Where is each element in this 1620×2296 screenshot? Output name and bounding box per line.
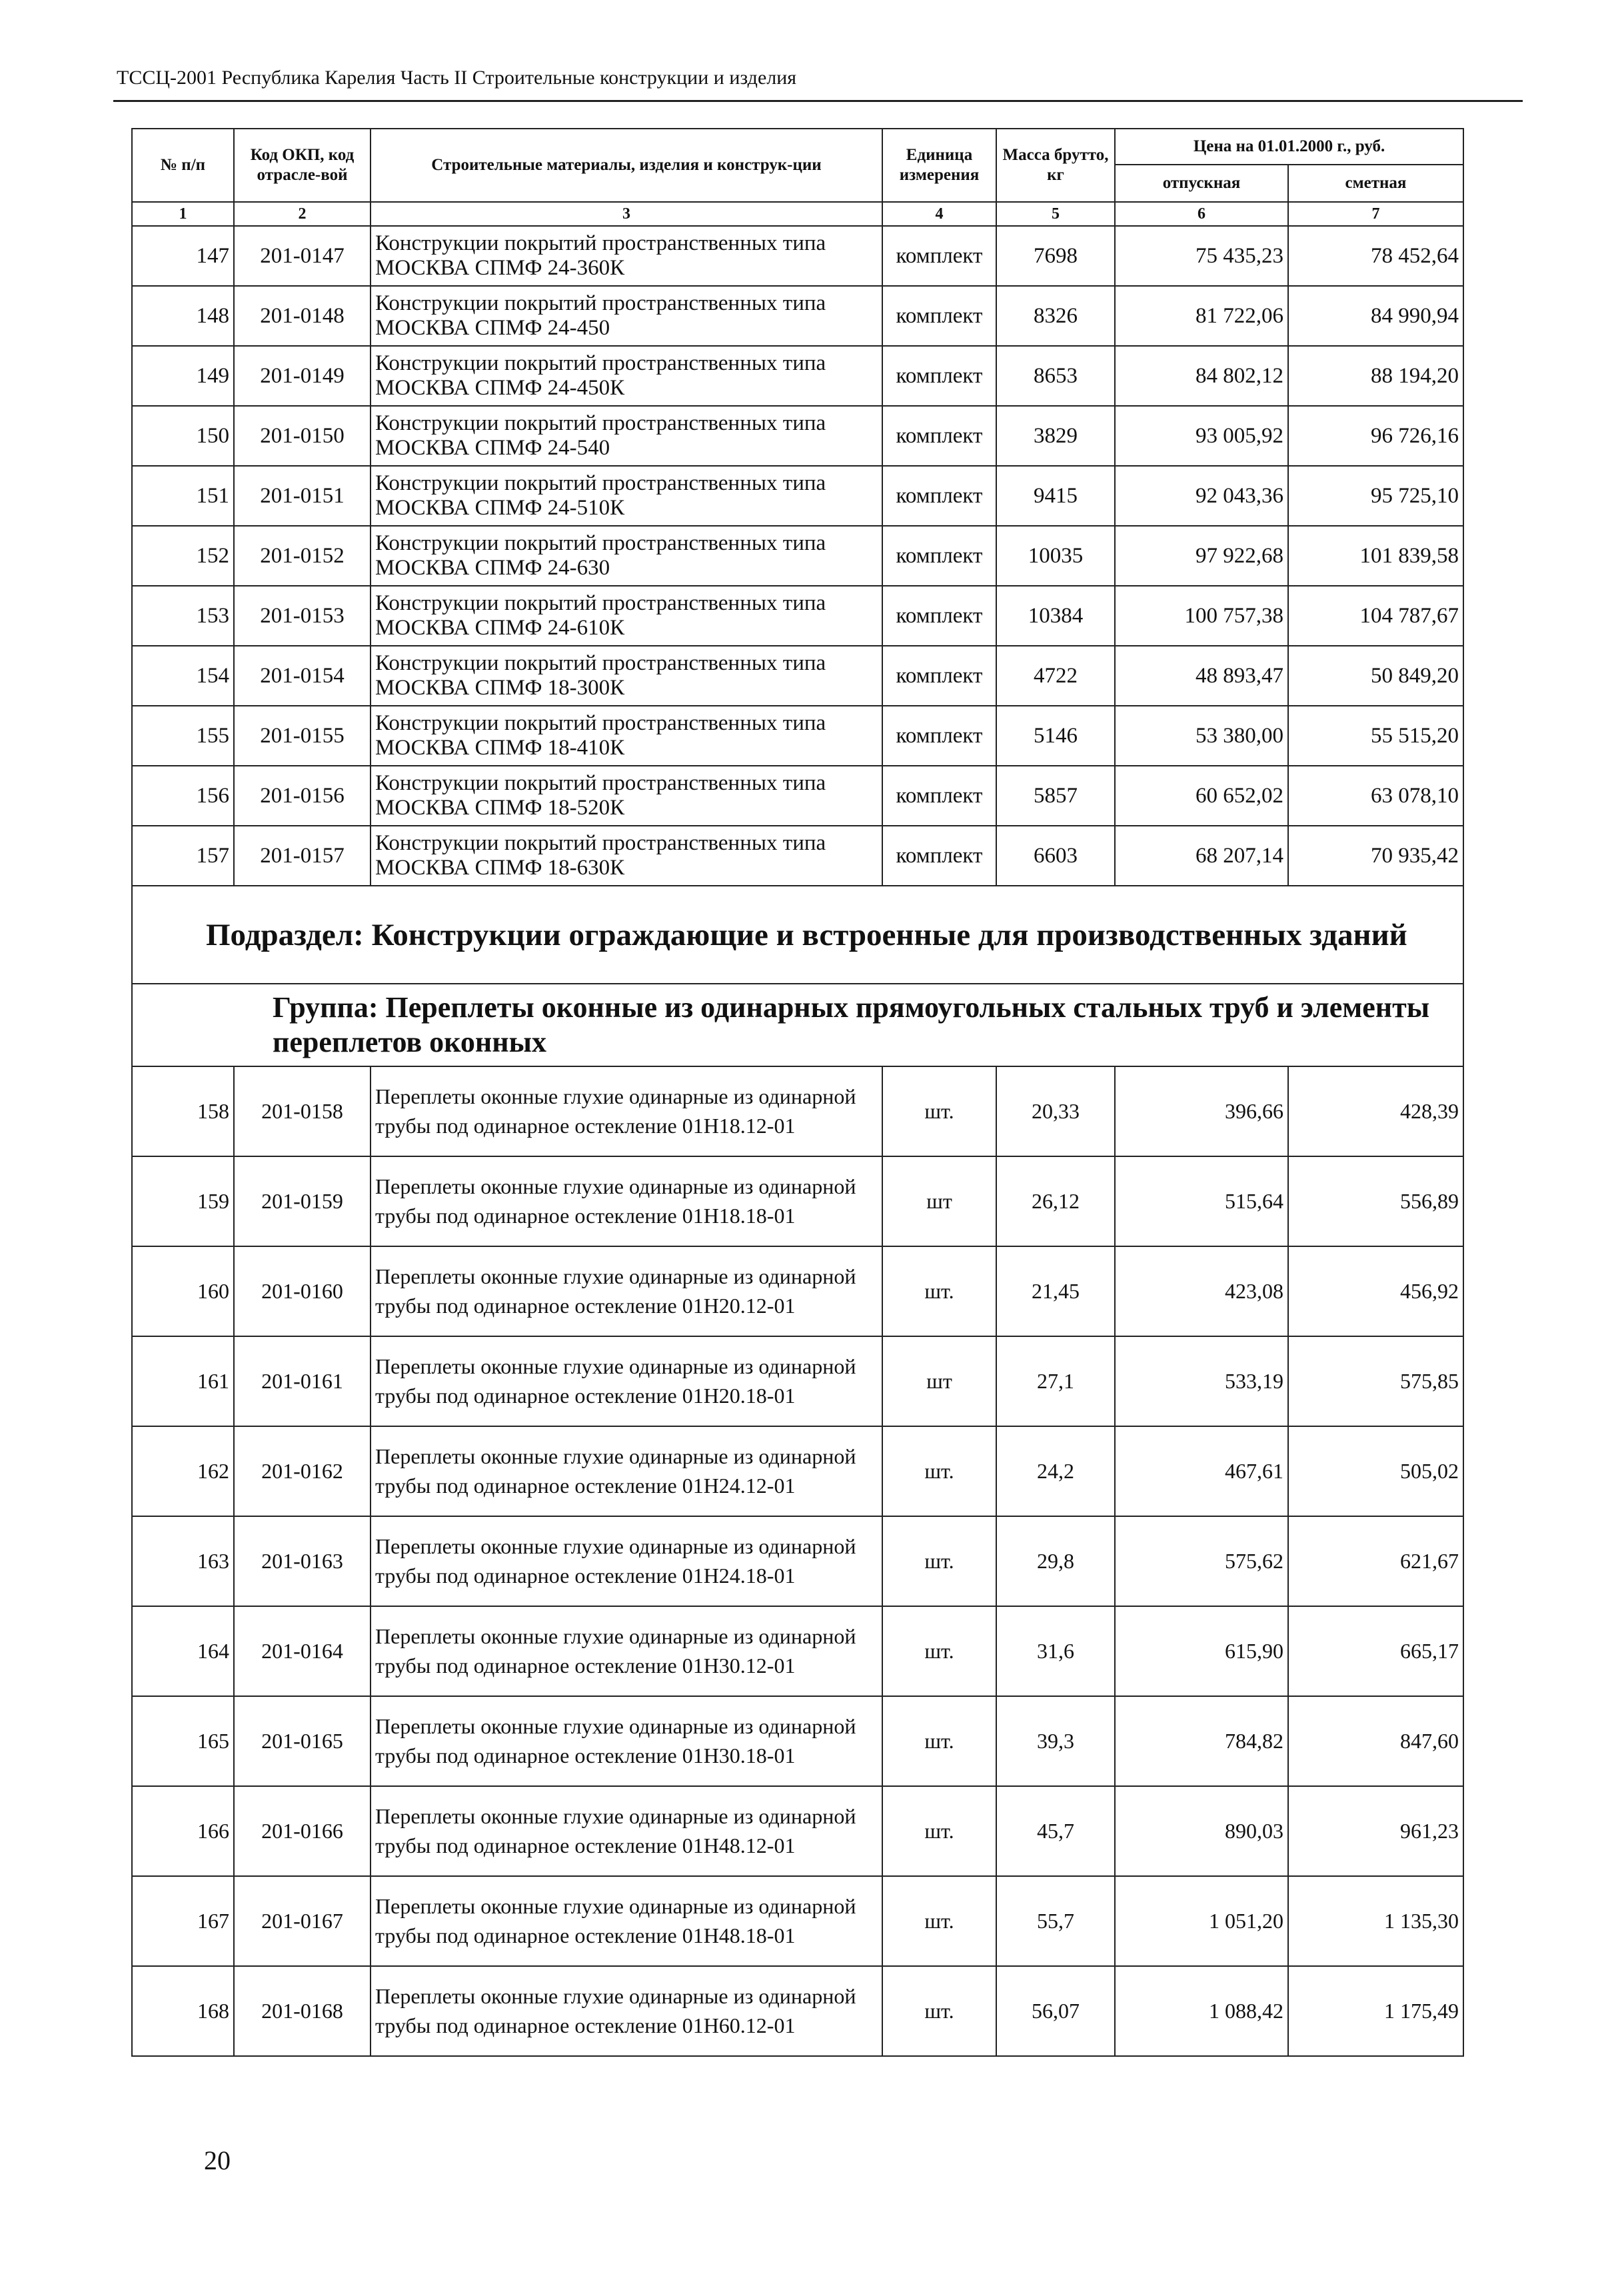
row-number: 163 bbox=[132, 1516, 234, 1606]
estimate-price: 428,39 bbox=[1288, 1066, 1463, 1156]
group-title: Группа: Переплеты оконные из одинарных прямоугольных стальных труб и элементы переплетов оконных bbox=[132, 984, 1463, 1066]
estimate-price: 63 078,10 bbox=[1288, 766, 1463, 826]
unit: шт. bbox=[882, 1426, 996, 1516]
subsection-row bbox=[132, 886, 1463, 984]
unit: комплект bbox=[882, 226, 996, 286]
row-number: 164 bbox=[132, 1606, 234, 1696]
okp-code: 201-0164 bbox=[234, 1606, 371, 1696]
estimate-price: 101 839,58 bbox=[1288, 526, 1463, 586]
table-row bbox=[132, 286, 1463, 346]
gross-mass: 7698 bbox=[996, 226, 1115, 286]
unit: комплект bbox=[882, 586, 996, 646]
gross-mass: 26,12 bbox=[996, 1156, 1115, 1246]
row-number: 159 bbox=[132, 1156, 234, 1246]
header-rule bbox=[113, 100, 1523, 102]
unit: комплект bbox=[882, 766, 996, 826]
okp-code: 201-0167 bbox=[234, 1876, 371, 1966]
group-row bbox=[132, 984, 1463, 1066]
gross-mass: 39,3 bbox=[996, 1696, 1115, 1786]
row-number: 168 bbox=[132, 1966, 234, 2056]
release-price: 81 722,06 bbox=[1115, 286, 1288, 346]
unit: шт. bbox=[882, 1876, 996, 1966]
estimate-price: 575,85 bbox=[1288, 1336, 1463, 1426]
okp-code: 201-0148 bbox=[234, 286, 371, 346]
header-num: № п/п bbox=[132, 129, 234, 202]
unit: комплект bbox=[882, 286, 996, 346]
estimate-price: 456,92 bbox=[1288, 1246, 1463, 1336]
row-number: 153 bbox=[132, 586, 234, 646]
okp-code: 201-0151 bbox=[234, 466, 371, 526]
unit: шт. bbox=[882, 1516, 996, 1606]
row-number: 158 bbox=[132, 1066, 234, 1156]
table-row bbox=[132, 766, 1463, 826]
row-number: 148 bbox=[132, 286, 234, 346]
gross-mass: 10384 bbox=[996, 586, 1115, 646]
okp-code: 201-0163 bbox=[234, 1516, 371, 1606]
column-number: 1 bbox=[132, 202, 234, 226]
material-name: Переплеты оконные глухие одинарные из одинарной трубы под одинарное остекление 01Н48.12-01 bbox=[371, 1786, 882, 1876]
gross-mass: 21,45 bbox=[996, 1246, 1115, 1336]
material-name: Конструкции покрытий пространственных типа МОСКВА СПМФ 18-410К bbox=[371, 706, 882, 766]
material-name: Переплеты оконные глухие одинарные из одинарной трубы под одинарное остекление 01Н18.12-01 bbox=[371, 1066, 882, 1156]
table-row bbox=[132, 1966, 1463, 2056]
release-price: 575,62 bbox=[1115, 1516, 1288, 1606]
gross-mass: 5146 bbox=[996, 706, 1115, 766]
header-unit: Единица измерения bbox=[882, 129, 996, 202]
estimate-price: 665,17 bbox=[1288, 1606, 1463, 1696]
header-estimate: сметная bbox=[1288, 165, 1463, 202]
row-number: 156 bbox=[132, 766, 234, 826]
material-name: Переплеты оконные глухие одинарные из одинарной трубы под одинарное остекление 01Н20.12-01 bbox=[371, 1246, 882, 1336]
release-price: 68 207,14 bbox=[1115, 826, 1288, 886]
estimate-price: 95 725,10 bbox=[1288, 466, 1463, 526]
estimate-price: 961,23 bbox=[1288, 1786, 1463, 1876]
material-name: Конструкции покрытий пространственных типа МОСКВА СПМФ 18-630К bbox=[371, 826, 882, 886]
unit: комплект bbox=[882, 466, 996, 526]
estimate-price: 1 175,49 bbox=[1288, 1966, 1463, 2056]
release-price: 60 652,02 bbox=[1115, 766, 1288, 826]
release-price: 75 435,23 bbox=[1115, 226, 1288, 286]
gross-mass: 8653 bbox=[996, 346, 1115, 406]
release-price: 84 802,12 bbox=[1115, 346, 1288, 406]
row-number: 162 bbox=[132, 1426, 234, 1516]
okp-code: 201-0158 bbox=[234, 1066, 371, 1156]
material-name: Переплеты оконные глухие одинарные из одинарной трубы под одинарное остекление 01Н48.18-01 bbox=[371, 1876, 882, 1966]
table-row bbox=[132, 466, 1463, 526]
release-price: 92 043,36 bbox=[1115, 466, 1288, 526]
release-price: 515,64 bbox=[1115, 1156, 1288, 1246]
estimate-price: 621,67 bbox=[1288, 1516, 1463, 1606]
unit: шт bbox=[882, 1156, 996, 1246]
estimate-price: 70 935,42 bbox=[1288, 826, 1463, 886]
row-number: 150 bbox=[132, 406, 234, 466]
estimate-price: 78 452,64 bbox=[1288, 226, 1463, 286]
page-number: 20 bbox=[204, 2145, 231, 2175]
okp-code: 201-0147 bbox=[234, 226, 371, 286]
row-number: 155 bbox=[132, 706, 234, 766]
gross-mass: 24,2 bbox=[996, 1426, 1115, 1516]
row-number: 149 bbox=[132, 346, 234, 406]
estimate-price: 847,60 bbox=[1288, 1696, 1463, 1786]
gross-mass: 9415 bbox=[996, 466, 1115, 526]
material-name: Конструкции покрытий пространственных типа МОСКВА СПМФ 24-630 bbox=[371, 526, 882, 586]
okp-code: 201-0153 bbox=[234, 586, 371, 646]
unit: шт. bbox=[882, 1696, 996, 1786]
table-row bbox=[132, 1876, 1463, 1966]
material-name: Конструкции покрытий пространственных типа МОСКВА СПМФ 24-450 bbox=[371, 286, 882, 346]
material-name: Конструкции покрытий пространственных типа МОСКВА СПМФ 24-540 bbox=[371, 406, 882, 466]
gross-mass: 27,1 bbox=[996, 1336, 1115, 1426]
row-number: 152 bbox=[132, 526, 234, 586]
estimate-price: 505,02 bbox=[1288, 1426, 1463, 1516]
table-row bbox=[132, 1516, 1463, 1606]
okp-code: 201-0154 bbox=[234, 646, 371, 706]
release-price: 48 893,47 bbox=[1115, 646, 1288, 706]
estimate-price: 88 194,20 bbox=[1288, 346, 1463, 406]
release-price: 890,03 bbox=[1115, 1786, 1288, 1876]
column-number: 4 bbox=[882, 202, 996, 226]
row-number: 160 bbox=[132, 1246, 234, 1336]
unit: комплект bbox=[882, 646, 996, 706]
table-row bbox=[132, 526, 1463, 586]
gross-mass: 8326 bbox=[996, 286, 1115, 346]
okp-code: 201-0155 bbox=[234, 706, 371, 766]
okp-code: 201-0152 bbox=[234, 526, 371, 586]
column-number: 7 bbox=[1288, 202, 1463, 226]
row-number: 161 bbox=[132, 1336, 234, 1426]
okp-code: 201-0157 bbox=[234, 826, 371, 886]
release-price: 100 757,38 bbox=[1115, 586, 1288, 646]
estimate-price: 84 990,94 bbox=[1288, 286, 1463, 346]
material-name: Переплеты оконные глухие одинарные из одинарной трубы под одинарное остекление 01Н60.12-01 bbox=[371, 1966, 882, 2056]
table-row bbox=[132, 826, 1463, 886]
column-number: 3 bbox=[371, 202, 882, 226]
gross-mass: 6603 bbox=[996, 826, 1115, 886]
material-name: Конструкции покрытий пространственных типа МОСКВА СПМФ 18-300К bbox=[371, 646, 882, 706]
gross-mass: 56,07 bbox=[996, 1966, 1115, 2056]
table-row bbox=[132, 346, 1463, 406]
row-number: 166 bbox=[132, 1786, 234, 1876]
okp-code: 201-0165 bbox=[234, 1696, 371, 1786]
release-price: 396,66 bbox=[1115, 1066, 1288, 1156]
table-row bbox=[132, 706, 1463, 766]
row-number: 165 bbox=[132, 1696, 234, 1786]
okp-code: 201-0168 bbox=[234, 1966, 371, 2056]
material-name: Переплеты оконные глухие одинарные из одинарной трубы под одинарное остекление 01Н30.18-01 bbox=[371, 1696, 882, 1786]
material-name: Конструкции покрытий пространственных типа МОСКВА СПМФ 24-450К bbox=[371, 346, 882, 406]
table-row bbox=[132, 1696, 1463, 1786]
release-price: 93 005,92 bbox=[1115, 406, 1288, 466]
gross-mass: 31,6 bbox=[996, 1606, 1115, 1696]
column-number: 2 bbox=[234, 202, 371, 226]
okp-code: 201-0149 bbox=[234, 346, 371, 406]
column-number: 5 bbox=[996, 202, 1115, 226]
okp-code: 201-0162 bbox=[234, 1426, 371, 1516]
gross-mass: 55,7 bbox=[996, 1876, 1115, 1966]
estimate-price: 50 849,20 bbox=[1288, 646, 1463, 706]
unit: шт. bbox=[882, 1246, 996, 1336]
material-name: Конструкции покрытий пространственных типа МОСКВА СПМФ 24-360К bbox=[371, 226, 882, 286]
okp-code: 201-0160 bbox=[234, 1246, 371, 1336]
estimate-price: 55 515,20 bbox=[1288, 706, 1463, 766]
release-price: 53 380,00 bbox=[1115, 706, 1288, 766]
table-row bbox=[132, 586, 1463, 646]
column-number-row bbox=[132, 202, 1463, 226]
material-name: Конструкции покрытий пространственных типа МОСКВА СПМФ 18-520К bbox=[371, 766, 882, 826]
header-mass: Масса брутто, кг bbox=[996, 129, 1115, 202]
material-name: Переплеты оконные глухие одинарные из одинарной трубы под одинарное остекление 01Н20.18-01 bbox=[371, 1336, 882, 1426]
release-price: 615,90 bbox=[1115, 1606, 1288, 1696]
table-row bbox=[132, 1246, 1463, 1336]
table-row bbox=[132, 1786, 1463, 1876]
subsection-title: Подраздел: Конструкции ограждающие и встроенные для производственных зданий bbox=[132, 886, 1463, 984]
release-price: 467,61 bbox=[1115, 1426, 1288, 1516]
material-name: Конструкции покрытий пространственных типа МОСКВА СПМФ 24-610К bbox=[371, 586, 882, 646]
table-row bbox=[132, 1606, 1463, 1696]
row-number: 157 bbox=[132, 826, 234, 886]
okp-code: 201-0166 bbox=[234, 1786, 371, 1876]
release-price: 784,82 bbox=[1115, 1696, 1288, 1786]
table-row bbox=[132, 226, 1463, 286]
release-price: 533,19 bbox=[1115, 1336, 1288, 1426]
unit: шт. bbox=[882, 1966, 996, 2056]
table-row bbox=[132, 406, 1463, 466]
header-row bbox=[132, 129, 1463, 165]
gross-mass: 10035 bbox=[996, 526, 1115, 586]
header-name: Строительные материалы, изделия и конструк-ции bbox=[371, 129, 882, 202]
unit: шт. bbox=[882, 1066, 996, 1156]
row-number: 154 bbox=[132, 646, 234, 706]
material-name: Переплеты оконные глухие одинарные из одинарной трубы под одинарное остекление 01Н24.12-01 bbox=[371, 1426, 882, 1516]
gross-mass: 3829 bbox=[996, 406, 1115, 466]
table-row bbox=[132, 646, 1463, 706]
gross-mass: 29,8 bbox=[996, 1516, 1115, 1606]
unit: комплект bbox=[882, 706, 996, 766]
row-number: 167 bbox=[132, 1876, 234, 1966]
okp-code: 201-0150 bbox=[234, 406, 371, 466]
header-price: Цена на 01.01.2000 г., руб. bbox=[1115, 129, 1463, 165]
material-name: Переплеты оконные глухие одинарные из одинарной трубы под одинарное остекление 01Н18.18-01 bbox=[371, 1156, 882, 1246]
table-row bbox=[132, 1066, 1463, 1156]
gross-mass: 5857 bbox=[996, 766, 1115, 826]
estimate-price: 1 135,30 bbox=[1288, 1876, 1463, 1966]
row-number: 147 bbox=[132, 226, 234, 286]
row-number: 151 bbox=[132, 466, 234, 526]
unit: комплект bbox=[882, 406, 996, 466]
unit: шт. bbox=[882, 1606, 996, 1696]
okp-code: 201-0161 bbox=[234, 1336, 371, 1426]
release-price: 1 051,20 bbox=[1115, 1876, 1288, 1966]
running-header: ТССЦ-2001 Республика Карелия Часть II Строительные конструкции и изделия bbox=[117, 67, 797, 89]
table-row bbox=[132, 1426, 1463, 1516]
estimate-price: 96 726,16 bbox=[1288, 406, 1463, 466]
material-name: Конструкции покрытий пространственных типа МОСКВА СПМФ 24-510К bbox=[371, 466, 882, 526]
gross-mass: 45,7 bbox=[996, 1786, 1115, 1876]
gross-mass: 20,33 bbox=[996, 1066, 1115, 1156]
table-row bbox=[132, 1156, 1463, 1246]
header-release: отпускная bbox=[1115, 165, 1288, 202]
release-price: 97 922,68 bbox=[1115, 526, 1288, 586]
okp-code: 201-0156 bbox=[234, 766, 371, 826]
estimate-price: 104 787,67 bbox=[1288, 586, 1463, 646]
unit: комплект bbox=[882, 526, 996, 586]
release-price: 423,08 bbox=[1115, 1246, 1288, 1336]
column-number: 6 bbox=[1115, 202, 1288, 226]
release-price: 1 088,42 bbox=[1115, 1966, 1288, 2056]
okp-code: 201-0159 bbox=[234, 1156, 371, 1246]
unit: комплект bbox=[882, 346, 996, 406]
gross-mass: 4722 bbox=[996, 646, 1115, 706]
estimate-price: 556,89 bbox=[1288, 1156, 1463, 1246]
unit: комплект bbox=[882, 826, 996, 886]
table-row bbox=[132, 1336, 1463, 1426]
price-table bbox=[131, 128, 1464, 2057]
unit: шт. bbox=[882, 1786, 996, 1876]
material-name: Переплеты оконные глухие одинарные из одинарной трубы под одинарное остекление 01Н30.12-01 bbox=[371, 1606, 882, 1696]
unit: шт bbox=[882, 1336, 996, 1426]
header-okp: Код ОКП, код отрасле-вой bbox=[234, 129, 371, 202]
material-name: Переплеты оконные глухие одинарные из одинарной трубы под одинарное остекление 01Н24.18-01 bbox=[371, 1516, 882, 1606]
